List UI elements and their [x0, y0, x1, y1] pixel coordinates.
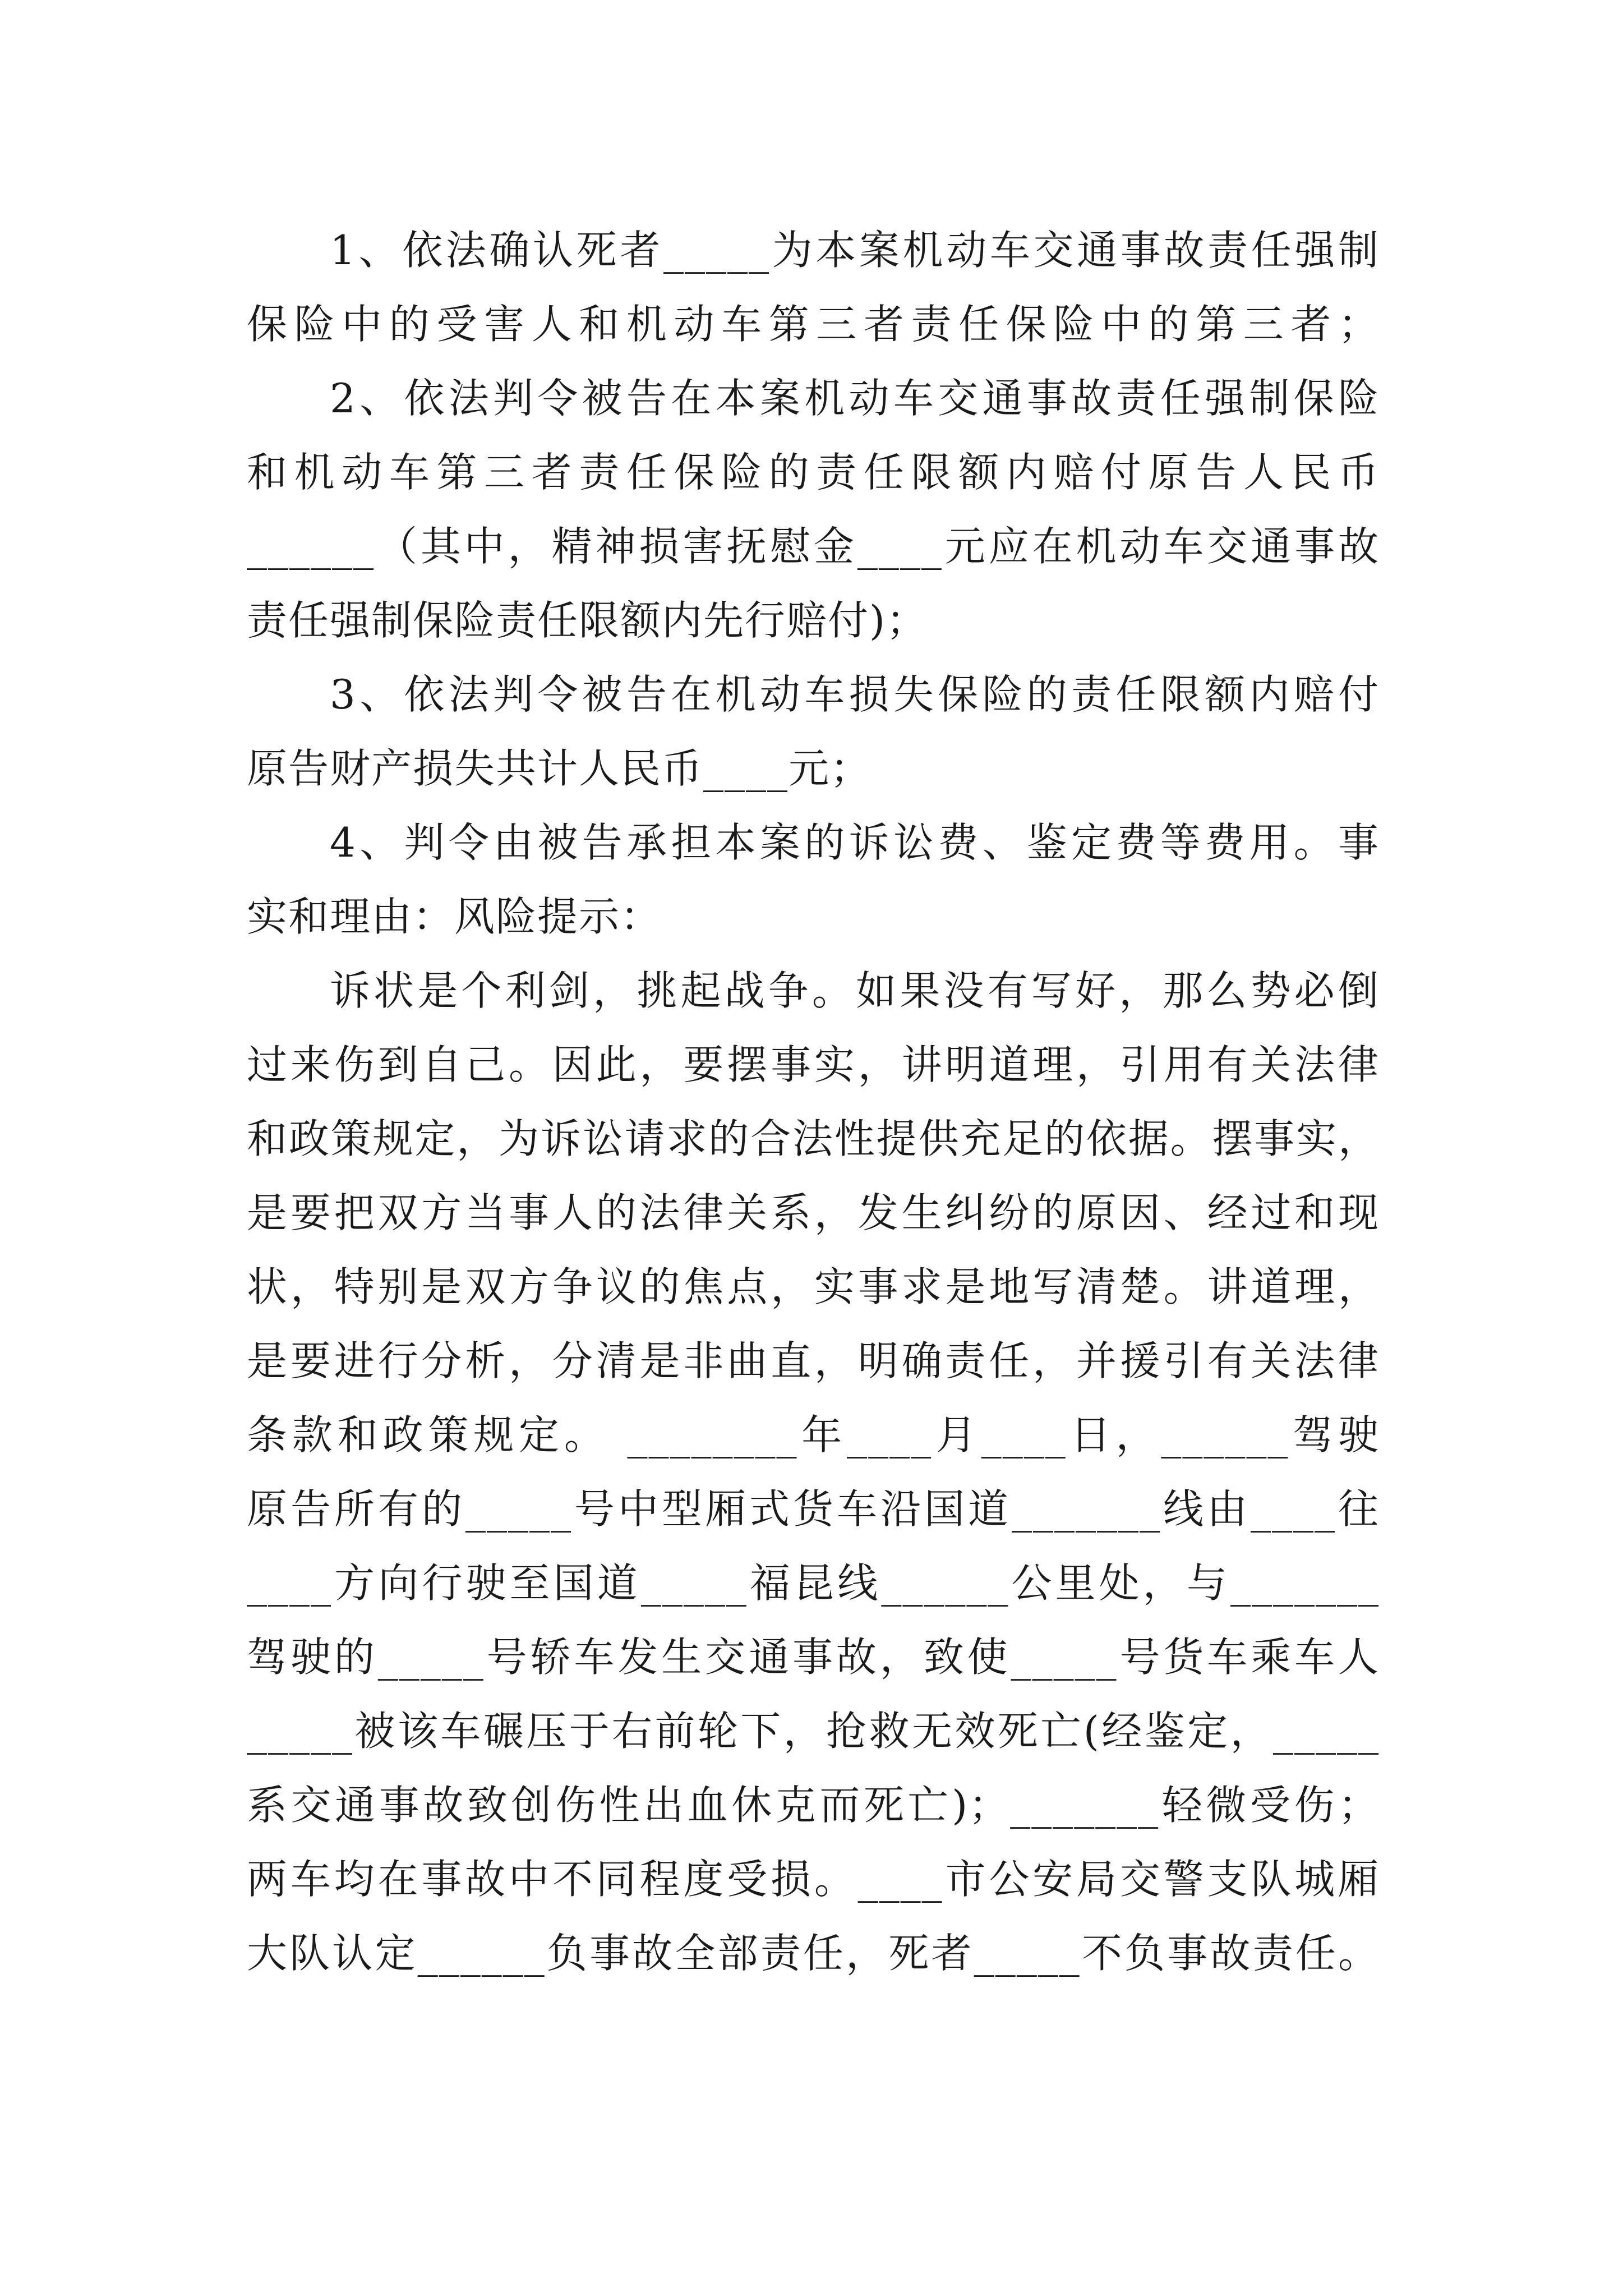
risk-paragraph-line-6: 是要进行分析，分清是非曲直，明确责任，并援引有关法律	[247, 1337, 1380, 1384]
claim-3-line-2: 原告财产损失共计人民币____元；	[247, 745, 872, 792]
risk-paragraph-line-10: 驾驶的_____号轿车发生交通事故，致使_____号货车乘车人	[247, 1634, 1380, 1681]
risk-paragraph-line-13: 两车均在事故中不同程度受损。____市公安局交警支队城厢	[247, 1856, 1380, 1903]
risk-paragraph-line-7: 条款和政策规定。 ________年____月____日，______驾驶	[247, 1411, 1380, 1458]
claim-2-line-4: 责任强制保险责任限额内先行赔付)；	[247, 597, 928, 644]
risk-paragraph-line-4: 是要把双方当事人的法律关系，发生纠纷的原因、经过和现	[247, 1189, 1380, 1236]
claim-2-line-1: 2、依法判令被告在本案机动车交通事故责任强制保险	[330, 375, 1380, 422]
claim-3-line-1: 3、依法判令被告在机动车损失保险的责任限额内赔付	[330, 671, 1380, 718]
risk-paragraph-line-1: 诉状是个利剑，挑起战争。如果没有写好，那么势必倒	[330, 967, 1380, 1014]
claim-2-line-2: 和机动车第三者责任保险的责任限额内赔付原告人民币	[247, 449, 1380, 496]
claim-4-line-1: 4、判令由被告承担本案的诉讼费、鉴定费等费用。事	[330, 819, 1380, 866]
risk-paragraph-line-8: 原告所有的_____号中型厢式货车沿国道_______线由____往	[247, 1485, 1380, 1533]
risk-paragraph-line-9: ____方向行驶至国道_____福昆线______公里处，与_______	[247, 1559, 1380, 1607]
claim-4-line-2: 实和理由：风险提示：	[247, 893, 662, 940]
risk-paragraph-line-11: _____被该车碾压于右前轮下，抢救无效死亡(经鉴定，_____	[247, 1708, 1380, 1755]
claim-1-line-2: 保险中的受害人和机动车第三者责任保险中的第三者；	[247, 301, 1380, 348]
claim-1-line-1: 1、依法确认死者_____为本案机动车交通事故责任强制	[330, 227, 1380, 274]
risk-paragraph-line-2: 过来伤到自己。因此，要摆事实，讲明道理，引用有关法律	[247, 1041, 1380, 1088]
risk-paragraph-line-3: 和政策规定，为诉讼请求的合法性提供充足的依据。摆事实，	[247, 1115, 1380, 1162]
risk-paragraph-line-5: 状，特别是双方争议的焦点，实事求是地写清楚。讲道理，	[247, 1263, 1380, 1310]
claim-2-line-3: ______（其中，精神损害抚慰金____元应在机动车交通事故	[247, 523, 1380, 570]
risk-paragraph-line-12: 系交通事故致创伤性出血休克而死亡)；_______轻微受伤；	[247, 1782, 1380, 1829]
document-body	[247, 213, 1380, 1990]
risk-paragraph-line-14: 大队认定______负事故全部责任，死者_____不负事故责任。	[247, 1930, 1380, 1977]
